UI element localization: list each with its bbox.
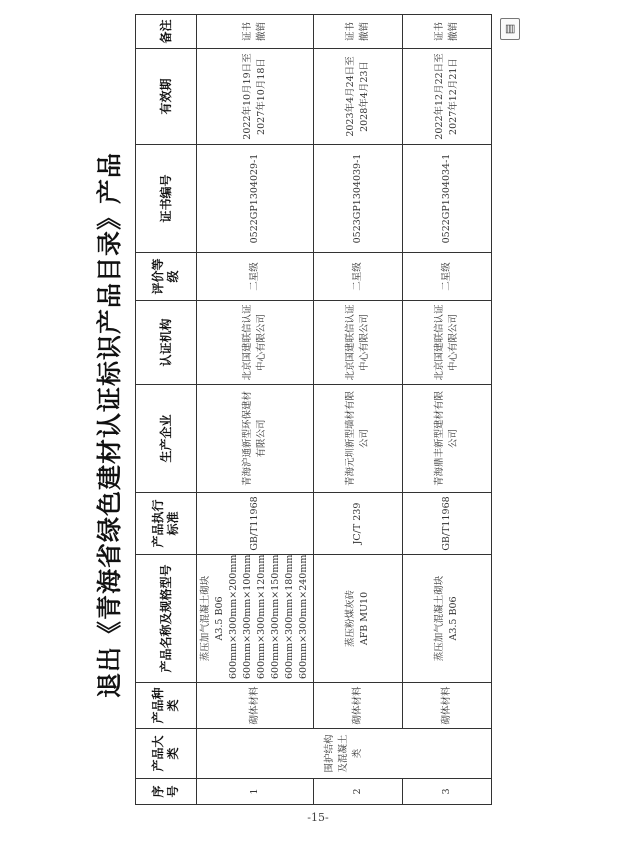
header-seq: 序号	[136, 779, 197, 805]
cell-product-type: 砌体材料	[197, 683, 314, 729]
product-name-text: 蒸压加气混凝土砌块	[434, 575, 445, 662]
table-row	[197, 15, 314, 805]
page-number: -15-	[307, 811, 329, 824]
cell-cert-body: 北京国建联信认证中心有限公司	[314, 301, 403, 385]
cell-cert-no: 0522GP1304029-1	[197, 145, 314, 253]
product-name-text: 蒸压粉煤灰砖	[345, 590, 356, 648]
product-table	[135, 14, 492, 805]
cell-product-name	[197, 555, 314, 683]
cell-validity: 2023年4月24日至2028年4月23日	[314, 49, 403, 145]
spec-line: 600mm×300mm×100mm	[242, 554, 253, 679]
header-cert-body: 认证机构	[136, 301, 197, 385]
cell-manufacturer: 青海鼎丰新型建材有限公司	[403, 385, 492, 493]
cell-cert-no: 0522GP1304034-1	[403, 145, 492, 253]
spec-line: 600mm×300mm×180mm	[284, 554, 295, 679]
cell-grade: 二星级	[403, 253, 492, 301]
header-remark: 备注	[136, 15, 197, 49]
table-row	[403, 15, 492, 805]
header-grade: 评价等级	[136, 253, 197, 301]
cell-manufacturer: 青海沪通新型环保建材有限公司	[197, 385, 314, 493]
cell-remark: 证书撤销	[314, 15, 403, 49]
cell-major-category: 围护结构及混凝土类	[197, 729, 492, 779]
cell-seq: 2	[314, 779, 403, 805]
cell-cert-no: 0523GP1304039-1	[314, 145, 403, 253]
table-row	[314, 15, 403, 805]
cell-manufacturer: 青海元圳新型墙材有限公司	[314, 385, 403, 493]
cell-validity: 2022年10月19日至2027年10月18日	[197, 49, 314, 145]
header-major-category: 产品大类	[136, 729, 197, 779]
header-row	[136, 15, 197, 805]
cell-standard: GB/T11968	[197, 493, 314, 555]
cell-cert-body: 北京国建联信认证中心有限公司	[197, 301, 314, 385]
header-standard: 产品执行标准	[136, 493, 197, 555]
spec-line: A3.5 B06	[214, 596, 225, 641]
cell-standard: JC/T 239	[314, 493, 403, 555]
cell-grade: 二星级	[197, 253, 314, 301]
cell-product-type: 砌体材料	[314, 683, 403, 729]
cell-grade: 二星级	[314, 253, 403, 301]
spec-line: A3.5 B06	[448, 596, 459, 641]
header-cert-no: 证书编号	[136, 145, 197, 253]
cell-product-name	[314, 555, 403, 683]
cell-remark: 证书撤销	[403, 15, 492, 49]
cell-remark: 证书撤销	[197, 15, 314, 49]
cell-seq: 3	[403, 779, 492, 805]
header-manufacturer: 生产企业	[136, 385, 197, 493]
cell-cert-body: 北京国建联信认证中心有限公司	[403, 301, 492, 385]
header-product-type: 产品种类	[136, 683, 197, 729]
rotated-page	[90, 19, 610, 805]
cell-product-name	[403, 555, 492, 683]
header-product-name: 产品名称及规格型号	[136, 555, 197, 683]
cell-product-type: 砌体材料	[403, 683, 492, 729]
cell-seq: 1	[197, 779, 314, 805]
cell-standard: GB/T11968	[403, 493, 492, 555]
spec-line: 600mm×300mm×120mm	[256, 554, 267, 679]
spec-line: 600mm×300mm×200mm	[228, 554, 239, 679]
page-thumbnail-icon[interactable]: ▤	[500, 18, 520, 40]
spec-line: 600mm×300mm×240mm	[298, 554, 309, 679]
spec-line: 600mm×300mm×150mm	[270, 554, 281, 679]
cell-validity: 2022年12月22日至2027年12月21日	[403, 49, 492, 145]
product-name-text: 蒸压加气混凝土砌块	[200, 575, 211, 662]
spec-line: AFB MU10	[359, 591, 370, 646]
document-title: 退出《青海省绿色建材认证标识产品目录》产品	[95, 152, 124, 699]
header-validity: 有效期	[136, 49, 197, 145]
